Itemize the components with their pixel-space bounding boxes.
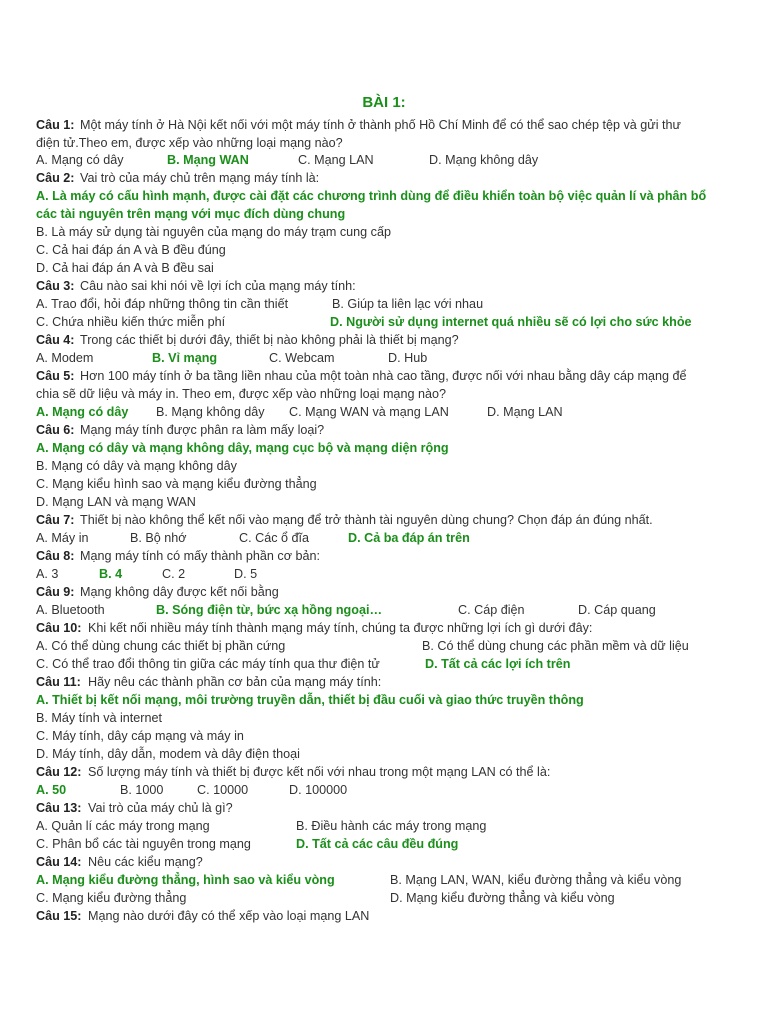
text-segment: C. Cả hai đáp án A và B đều đúng bbox=[36, 243, 226, 257]
text-segment: A. Có thể dùng chung các thiết bị phần cứng bbox=[36, 639, 286, 653]
correct-answer: A. Mạng có dây và mạng không dây, mạng cục bộ và mạng diện rộng bbox=[36, 441, 449, 455]
text-segment: B. Điều hành các máy trong mạng bbox=[296, 819, 487, 833]
correct-answer: B. Vỉ mạng bbox=[152, 351, 218, 365]
text-segment: B. Mạng không dây bbox=[156, 405, 265, 419]
page-title: BÀI 1: bbox=[362, 94, 406, 111]
correct-answer: D. Người sử dụng internet quá nhiều sẽ có lợi cho sức khỏe bbox=[330, 315, 692, 329]
text-segment: A. Mạng có dây bbox=[36, 153, 124, 167]
text-segment: Hãy nêu các thành phần cơ bản của mạng máy tính: bbox=[88, 675, 382, 689]
text-segment: A. Bluetooth bbox=[36, 603, 105, 617]
text-segment: D. Mạng không dây bbox=[429, 153, 539, 167]
text-segment: C. Mạng WAN và mạng LAN bbox=[289, 405, 449, 419]
text-segment: C. Phân bổ các tài nguyên trong mạng bbox=[36, 837, 251, 851]
correct-answer: các tài nguyên trên mạng với mục đích dùng chung bbox=[36, 207, 346, 221]
text-segment: Một máy tính ở Hà Nội kết nối với một máy tính ở thành phố Hồ Chí Minh để có thể sao chép tệp và gửi thư bbox=[80, 118, 681, 132]
text-segment: Mạng máy tính có mấy thành phần cơ bản: bbox=[80, 549, 320, 563]
text-segment: B. Mạng có dây và mạng không dây bbox=[36, 459, 237, 473]
text-segment: Mạng nào dưới đây có thể xếp vào loại mạng LAN bbox=[88, 909, 370, 923]
text-segment: C. Mạng kiểu đường thẳng bbox=[36, 891, 187, 905]
correct-answer: B. Mạng WAN bbox=[167, 153, 249, 167]
text-segment: Mạng không dây được kết nối bằng bbox=[80, 585, 279, 599]
text-segment: C. Mạng LAN bbox=[298, 153, 374, 167]
text-segment: điện tử.Theo em, được xếp vào những loại mạng nào? bbox=[36, 136, 343, 150]
text-segment: Hơn 100 máy tính ở ba tầng liền nhau của một toàn nhà cao tầng, được nối với nhau bằng dây cáp mạng để bbox=[80, 369, 687, 383]
text-segment: Trong các thiết bị dưới đây, thiết bị nào không phải là thiết bị mạng? bbox=[80, 333, 459, 347]
question-number: Câu 6: bbox=[36, 423, 75, 437]
text-segment: C. Chứa nhiều kiến thức miễn phí bbox=[36, 315, 226, 329]
text-segment: Nêu các kiểu mạng? bbox=[88, 855, 203, 869]
text-segment: D. Mạng LAN bbox=[487, 405, 563, 419]
question-number: Câu 12: bbox=[36, 765, 82, 779]
correct-answer: A. Mạng có dây bbox=[36, 405, 129, 419]
question-number: Câu 4: bbox=[36, 333, 75, 347]
question-number: Câu 9: bbox=[36, 585, 75, 599]
text-segment: Vai trò của máy chủ là gì? bbox=[88, 801, 233, 815]
question-number: Câu 1: bbox=[36, 118, 75, 132]
text-segment: Vai trò của máy chủ trên mạng máy tính là: bbox=[80, 171, 320, 185]
question-number: Câu 8: bbox=[36, 549, 75, 563]
correct-answer: B. 4 bbox=[99, 567, 123, 581]
text-segment: B. 1000 bbox=[120, 783, 164, 797]
correct-answer: A. Là máy có cấu hình mạnh, được cài đặt các chương trình dùng để điều khiển toàn bộ việc quản lí và phân bổ bbox=[36, 189, 707, 203]
text-segment: D. 5 bbox=[234, 567, 258, 581]
correct-answer: B. Sóng điện từ, bức xạ hồng ngoại… bbox=[156, 603, 383, 617]
text-segment: D. Mạng LAN và mạng WAN bbox=[36, 495, 196, 509]
question-number: Câu 2: bbox=[36, 171, 75, 185]
text-segment: Câu nào sai khi nói về lợi ích của mạng máy tính: bbox=[80, 279, 356, 293]
question-number: Câu 3: bbox=[36, 279, 75, 293]
text-segment: D. Cả hai đáp án A và B đều sai bbox=[36, 261, 214, 275]
text-segment: D. Mạng kiểu đường thẳng và kiểu vòng bbox=[390, 891, 615, 905]
text-segment: B. Giúp ta liên lạc với nhau bbox=[332, 297, 484, 311]
text-segment: Mạng máy tính được phân ra làm mấy loại? bbox=[80, 423, 325, 437]
text-segment: D. Máy tính, dây dẫn, modem và dây điện thoại bbox=[36, 747, 300, 761]
text-segment: D. Hub bbox=[388, 351, 428, 365]
text-segment: C. Cáp điện bbox=[458, 603, 525, 617]
correct-answer: A. Thiết bị kết nối mạng, môi trường truyền dẫn, thiết bị đầu cuối và giao thức truyền thông bbox=[36, 693, 584, 707]
text-segment: A. Modem bbox=[36, 351, 94, 365]
question-number: Câu 10: bbox=[36, 621, 82, 635]
text-segment: Thiết bị nào không thể kết nối vào mạng để trở thành tài nguyên dùng chung? Chọn đáp án đúng nhất. bbox=[80, 513, 653, 527]
text-segment: C. Có thể trao đổi thông tin giữa các máy tính qua thư điện tử bbox=[36, 657, 380, 671]
question-number: Câu 14: bbox=[36, 855, 82, 869]
text-segment: C. 10000 bbox=[197, 783, 249, 797]
text-segment: D. 100000 bbox=[289, 783, 348, 797]
text-segment: A. Máy in bbox=[36, 531, 89, 545]
correct-answer: A. 50 bbox=[36, 783, 67, 797]
text-segment: A. Quản lí các máy trong mạng bbox=[36, 819, 210, 833]
text-segment: B. Máy tính và internet bbox=[36, 711, 162, 725]
correct-answer: D. Tất cả các lợi ích trên bbox=[425, 657, 571, 671]
text-segment: C. Mạng kiểu hình sao và mạng kiểu đường thẳng bbox=[36, 477, 317, 491]
text-segment: D. Cáp quang bbox=[578, 603, 656, 617]
question-number: Câu 11: bbox=[36, 675, 81, 689]
text-segment: B. Có thể dùng chung các phần mềm và dữ liệu bbox=[422, 639, 689, 653]
text-segment: A. Trao đổi, hỏi đáp những thông tin cần thiết bbox=[36, 297, 289, 311]
text-segment: Khi kết nối nhiều máy tính thành mạng máy tính, chúng ta được những lợi ích gì dưới đây: bbox=[88, 621, 593, 635]
text-segment: C. Webcam bbox=[269, 351, 335, 365]
text-segment: B. Mạng LAN, WAN, kiểu đường thẳng và kiểu vòng bbox=[390, 873, 682, 887]
text-segment: C. Máy tính, dây cáp mạng và máy in bbox=[36, 729, 244, 743]
question-number: Câu 15: bbox=[36, 909, 82, 923]
correct-answer: A. Mạng kiểu đường thẳng, hình sao và kiểu vòng bbox=[36, 873, 335, 887]
text-segment: A. 3 bbox=[36, 567, 59, 581]
text-segment: Số lượng máy tính và thiết bị được kết nối với nhau trong một mạng LAN có thể là: bbox=[88, 765, 551, 779]
text-segment: chia sẽ dữ liệu và máy in. Theo em, được xếp vào những loại mạng nào? bbox=[36, 387, 446, 401]
text-segment: C. 2 bbox=[162, 567, 186, 581]
correct-answer: D. Tất cả các câu đều đúng bbox=[296, 837, 459, 851]
question-number: Câu 7: bbox=[36, 513, 75, 527]
text-segment: B. Là máy sử dụng tài nguyên của mạng do máy trạm cung cấp bbox=[36, 225, 391, 239]
text-segment: C. Các ổ đĩa bbox=[239, 531, 309, 545]
question-number: Câu 13: bbox=[36, 801, 82, 815]
correct-answer: D. Cả ba đáp án trên bbox=[348, 531, 470, 545]
question-number: Câu 5: bbox=[36, 369, 75, 383]
text-segment: B. Bộ nhớ bbox=[130, 531, 187, 545]
